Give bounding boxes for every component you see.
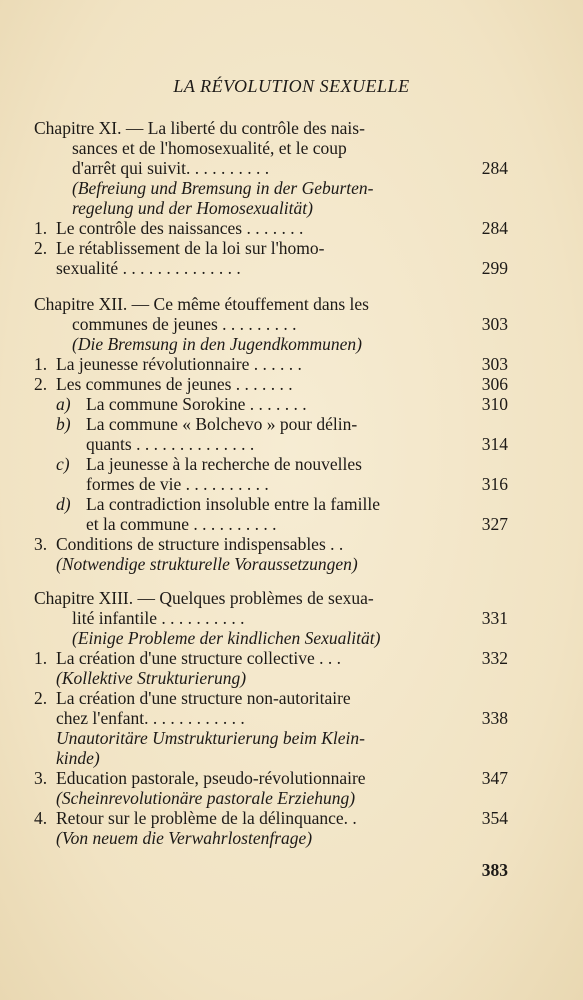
page-number: 383 bbox=[481, 860, 508, 880]
chapter-12-page: 303 bbox=[481, 314, 508, 334]
toc-item-german: (Von neuem die Verwahrlostenfrage) bbox=[56, 828, 313, 848]
toc-item-page: 347 bbox=[481, 768, 508, 788]
toc-item: 3. Conditions de structure indispensables . . bbox=[34, 534, 344, 554]
toc-item-page: 332 bbox=[481, 648, 508, 668]
chapter-11-page: 284 bbox=[481, 158, 508, 178]
toc-item: 1. La création d'une structure collective . . . 332 bbox=[34, 648, 508, 668]
running-head: LA RÉVOLUTION SEXUELLE bbox=[173, 76, 410, 96]
toc-item-page: 299 bbox=[481, 258, 508, 278]
toc-item-page: 327 bbox=[481, 514, 508, 534]
toc-item-page: 338 bbox=[481, 708, 508, 728]
chapter-12-entry bbox=[34, 294, 508, 574]
toc-item-german: Unautoritäre Umstrukturierung beim Klein- bbox=[56, 728, 365, 748]
toc-item-page: 303 bbox=[481, 354, 508, 374]
toc-item: 2. Le rétablissement de la loi sur l'homo- bbox=[34, 238, 325, 258]
toc-item-page: 310 bbox=[481, 394, 508, 414]
toc-item-page: 284 bbox=[481, 218, 508, 238]
toc-subitem: c) La jeunesse à la recherche de nouvelles bbox=[56, 454, 362, 474]
toc-subitem-cont: quants . . . . . . . . . . . . . . 314 bbox=[86, 434, 508, 454]
toc-item: 2. La création d'une structure non-autoritaire bbox=[34, 688, 351, 708]
toc-subitem: a) La commune Sorokine . . . . . . . 310 bbox=[56, 394, 508, 414]
chapter-13-entry bbox=[34, 588, 508, 848]
chapter-12-title: Chapitre XII. — Ce même étouffement dans les bbox=[34, 294, 369, 314]
chapter-13-title-end: lité infantile . . . . . . . . . . bbox=[72, 608, 245, 628]
toc-item: 4. Retour sur le problème de la délinquance. . 354 bbox=[34, 808, 508, 828]
toc-item-page: 306 bbox=[481, 374, 508, 394]
toc-item-german-cont: kinde) bbox=[56, 748, 100, 768]
toc-subitem-cont: et la commune . . . . . . . . . . 327 bbox=[86, 514, 508, 534]
chapter-13-page: 331 bbox=[481, 608, 508, 628]
toc-subitem: d) La contradiction insoluble entre la famille bbox=[56, 494, 380, 514]
toc-item-german: (Kollektive Strukturierung) bbox=[56, 668, 247, 688]
toc-item: 2. Les communes de jeunes . . . . . . . 306 bbox=[34, 374, 508, 394]
toc-item-page: 316 bbox=[481, 474, 508, 494]
toc-item-german: (Scheinrevolutionäre pastorale Erziehung) bbox=[56, 788, 356, 808]
toc-item-page: 314 bbox=[481, 434, 508, 454]
toc-item-page: 354 bbox=[481, 808, 508, 828]
chapter-11-title-cont: sances et de l'homosexualité, et le coup bbox=[72, 138, 347, 158]
chapter-11-german: (Befreiung und Bremsung in der Geburten- bbox=[72, 178, 374, 198]
toc-item: 1. La jeunesse révolutionnaire . . . . . . 303 bbox=[34, 354, 508, 374]
chapter-11-title: Chapitre XI. — La liberté du contrôle des nais- bbox=[34, 118, 365, 138]
toc-subitem: b) La commune « Bolchevo » pour délin- bbox=[56, 414, 358, 434]
toc-subitem-cont: formes de vie . . . . . . . . . . 316 bbox=[86, 474, 508, 494]
chapter-13-title: Chapitre XIII. — Quelques problèmes de sexua- bbox=[34, 588, 374, 608]
chapter-13-german: (Einige Probleme der kindlichen Sexualität) bbox=[72, 628, 381, 648]
toc-item: 1. Le contrôle des naissances . . . . . . . 284 bbox=[34, 218, 508, 238]
chapter-12-title-end: communes de jeunes . . . . . . . . . bbox=[72, 314, 297, 334]
toc-item: 3. Education pastorale, pseudo-révolutionnaire 347 bbox=[34, 768, 508, 788]
chapter-11-entry bbox=[34, 118, 508, 278]
chapter-11-title-end: d'arrêt qui suivit. . . . . . . . . . bbox=[72, 158, 270, 178]
toc-item-cont: chez l'enfant. . . . . . . . . . . . 338 bbox=[56, 708, 508, 728]
toc-item-german: (Notwendige strukturelle Voraussetzungen) bbox=[56, 554, 358, 574]
toc-item-cont: sexualité . . . . . . . . . . . . . . 299 bbox=[56, 258, 508, 278]
chapter-11-german-cont: regelung und der Homosexualität) bbox=[72, 198, 313, 218]
chapter-12-german: (Die Bremsung in den Jugendkommunen) bbox=[72, 334, 362, 354]
